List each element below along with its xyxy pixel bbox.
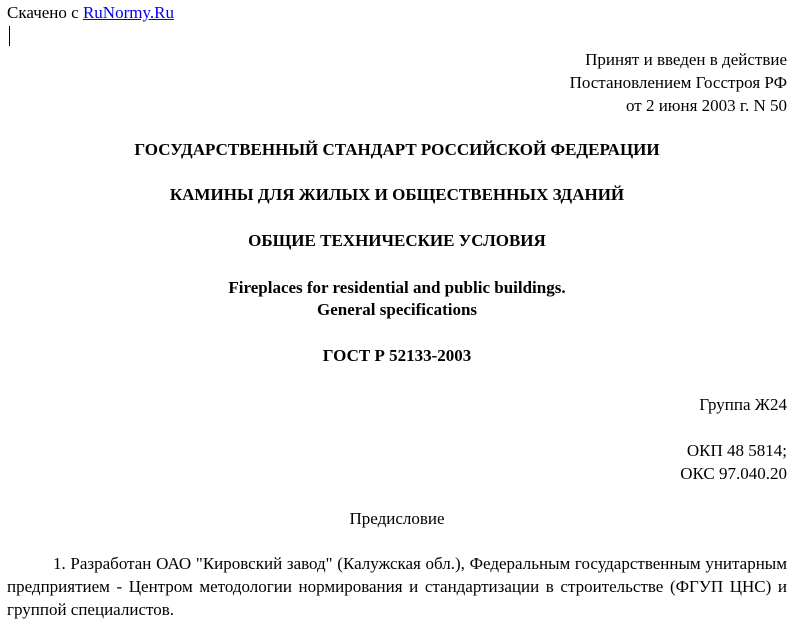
english-title-line-2: General specifications (316, 300, 478, 319)
approval-line-3: от 2 июня 2003 г. N 50 (625, 96, 787, 115)
document-title: КАМИНЫ ДЛЯ ЖИЛЫХ И ОБЩЕСТВЕННЫХ ЗДАНИЙ (169, 185, 625, 204)
group-code: Группа Ж24 (699, 395, 787, 414)
approval-line-2: Постановлением Госстроя РФ (569, 73, 787, 92)
classification-codes (487, 439, 787, 485)
runormy-link[interactable]: RuNormy.Ru (82, 3, 174, 22)
preface-title: Предисловие (349, 509, 445, 528)
source-line (7, 3, 174, 23)
approval-line-1: Принят и введен в действие (585, 50, 787, 69)
gost-number: ГОСТ Р 52133-2003 (322, 346, 472, 365)
english-title-line-1: Fireplaces for residential and public buildings. (228, 278, 566, 297)
okp-code: ОКП 48 5814; (686, 441, 787, 460)
oks-code: ОКС 97.040.20 (680, 464, 787, 483)
source-prefix: Скачено с (7, 3, 83, 22)
document-subtitle: ОБЩИЕ ТЕХНИЧЕСКИЕ УСЛОВИЯ (248, 231, 546, 250)
preface-paragraph-1: 1. Разработан ОАО "Кировский завод" (Калужская обл.), Федеральным государственным унитарным предприятием - Центром методологии нормирования и стандартизации в строительстве (ФГУП ЦНС) и группой специалистов. (7, 554, 787, 619)
state-standard-heading: ГОСУДАРСТВЕННЫЙ СТАНДАРТ РОССИЙСКОЙ ФЕДЕРАЦИИ (134, 140, 660, 159)
approval-block (387, 48, 787, 117)
text-cursor (9, 26, 10, 46)
